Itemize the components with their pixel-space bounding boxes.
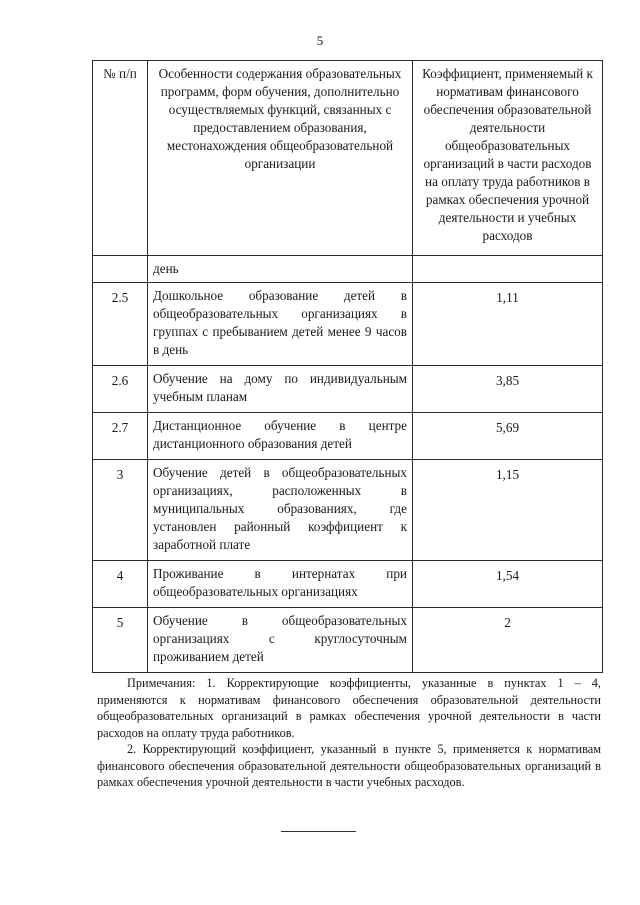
- row-coef: 1,54: [413, 561, 603, 608]
- row-num: 2.5: [93, 283, 148, 366]
- header-coefficient: Коэффициент, применяемый к нормативам финансового обеспечения образовательной деятельности общеобразовательных организаций в части расходов на оплату труда работников в рамках обеспечения урочной деятельности и учебных расходов: [413, 61, 603, 256]
- row-text: Дошкольное образование детей в общеобразовательных организациях в группах с пребыванием детей менее 9 часов в день: [148, 283, 413, 366]
- continuation-num: [93, 256, 148, 283]
- page-number: 5: [316, 33, 324, 48]
- continuation-text: день: [148, 256, 413, 283]
- header-features: Особенности содержания образовательных программ, форм обучения, дополнительно осуществляемых функций, связанных с предоставлением образования, местонахождения общеобразовательной организации: [148, 61, 413, 256]
- row-text: Обучение на дому по индивидуальным учебным планам: [148, 366, 413, 413]
- table-header-row: [93, 61, 603, 256]
- notes-section: [97, 675, 601, 791]
- row-num: 3: [93, 460, 148, 561]
- end-rule: [281, 831, 356, 832]
- table-row: [93, 561, 603, 608]
- header-num: № п/п: [93, 61, 148, 256]
- row-coef: 2: [413, 608, 603, 673]
- row-text: Проживание в интернатах при общеобразовательных организациях: [148, 561, 413, 608]
- row-text: Обучение детей в общеобразовательных организациях, расположенных в муниципальных образованиях, где установлен районный коэффициент к заработной плате: [148, 460, 413, 561]
- continuation-coef: [413, 256, 603, 283]
- table-row: [93, 283, 603, 366]
- row-coef: 1,11: [413, 283, 603, 366]
- row-text: Дистанционное обучение в центре дистанционного образования детей: [148, 413, 413, 460]
- continuation-row: [93, 256, 603, 283]
- row-num: 2.6: [93, 366, 148, 413]
- row-num: 2.7: [93, 413, 148, 460]
- row-num: 4: [93, 561, 148, 608]
- row-coef: 5,69: [413, 413, 603, 460]
- table-row: [93, 608, 603, 673]
- row-num: 5: [93, 608, 148, 673]
- note-1: Примечания: 1. Корректирующие коэффициенты, указанные в пунктах 1 – 4, применяются к нормативам финансового обеспечения образовательной деятельности общеобразовательных организаций в рамках обеспечения урочной деятельности в части расходов на оплату труда работников.: [97, 676, 601, 740]
- table-row: [93, 413, 603, 460]
- table-row: [93, 460, 603, 561]
- coefficients-table: [92, 60, 603, 673]
- row-text: Обучение в общеобразовательных организациях с круглосуточным проживанием детей: [148, 608, 413, 673]
- row-coef: 3,85: [413, 366, 603, 413]
- table-row: [93, 366, 603, 413]
- note-2: 2. Корректирующий коэффициент, указанный в пункте 5, применяется к нормативам финансового обеспечения образовательной деятельности общеобразовательных организаций в рамках обеспечения урочной деятельности в части учебных расходов.: [97, 742, 601, 789]
- row-coef: 1,15: [413, 460, 603, 561]
